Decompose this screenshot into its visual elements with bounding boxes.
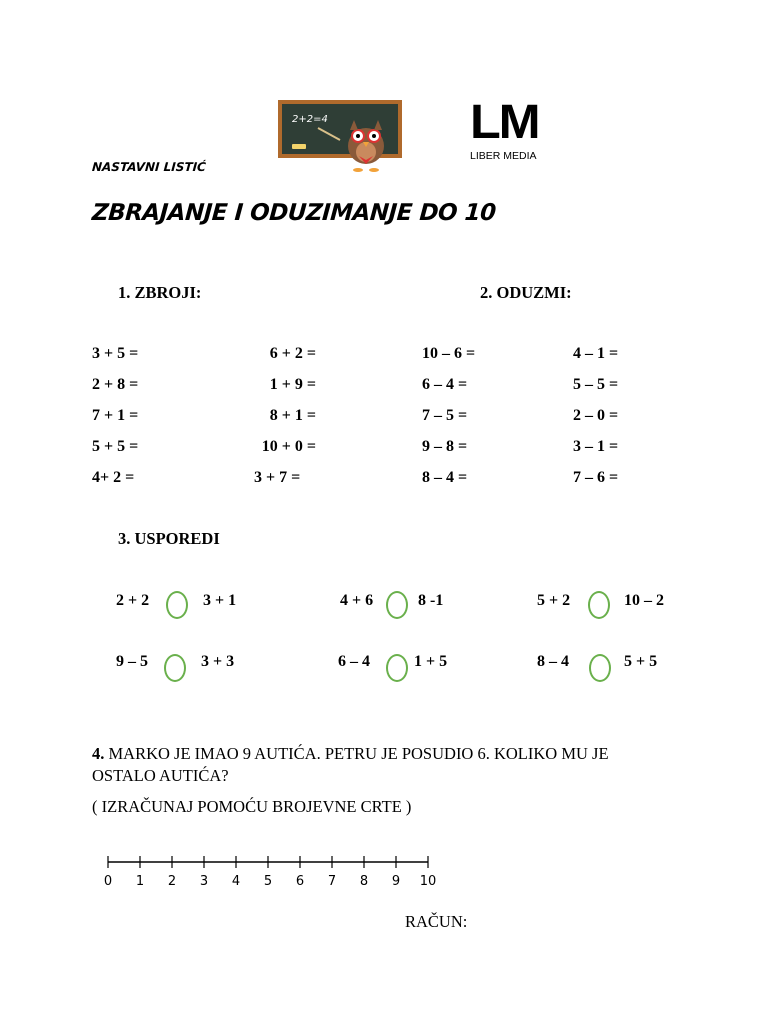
subtraction-task: 10 – 6 = — [422, 345, 476, 362]
section-2-heading: 2. ODUZMI: — [480, 283, 572, 302]
addition-task: 3 + 5 = — [92, 345, 139, 362]
number-line — [100, 846, 440, 892]
number-line-label: 7 — [327, 874, 337, 889]
number-line-label: 5 — [263, 874, 273, 889]
compare-answer-circle[interactable] — [589, 654, 611, 682]
subtraction-task: 2 – 0 = — [573, 407, 619, 424]
number-line-label: 4 — [231, 874, 241, 889]
word-problem-text: MARKO JE IMAO 9 AUTIĆA. PETRU JE POSUDIO 6. KOLIKO MU JE — [108, 744, 609, 763]
subtraction-task: 6 – 4 = — [422, 376, 468, 393]
answer-label: RAČUN: — [405, 912, 468, 931]
compare-left: 4 + 6 — [340, 592, 374, 609]
addition-column-2 — [254, 345, 316, 500]
compare-right: 3 + 3 — [201, 653, 235, 670]
subtraction-column-2 — [573, 345, 618, 500]
logo-name: LIBER MEDIA — [470, 150, 537, 162]
subtraction-task: 3 – 1 = — [573, 438, 619, 455]
subtraction-task: 5 – 5 = — [573, 376, 619, 393]
number-line-label: 2 — [167, 874, 177, 889]
addition-task: 8 + 1 = — [269, 407, 316, 424]
compare-answer-circle[interactable] — [386, 654, 408, 682]
compare-left: 8 – 4 — [537, 653, 569, 670]
word-problem-line-2: OSTALO AUTIĆA? — [92, 766, 229, 785]
number-line-label: 8 — [359, 874, 369, 889]
subtraction-task: 4 – 1 = — [573, 345, 619, 362]
compare-answer-circle[interactable] — [588, 591, 610, 619]
number-line-label: 0 — [103, 874, 113, 889]
number-line-label: 1 — [135, 874, 145, 889]
word-problem-hint: ( IZRAČUNAJ POMOĆU BROJEVNE CRTE ) — [92, 797, 412, 816]
number-line-label: 9 — [391, 874, 401, 889]
subtraction-column-1 — [422, 345, 475, 500]
addition-task: 7 + 1 = — [92, 407, 139, 424]
number-line-label: 6 — [295, 874, 305, 889]
addition-task: 10 + 0 = — [261, 438, 316, 455]
compare-answer-circle[interactable] — [164, 654, 186, 682]
addition-task: 5 + 5 = — [92, 438, 139, 455]
subtraction-task: 7 – 5 = — [422, 407, 468, 424]
worksheet-subtitle: NASTAVNI LISTIĆ — [91, 160, 207, 174]
compare-left: 2 + 2 — [116, 592, 150, 609]
subtraction-task: 8 – 4 = — [422, 469, 468, 486]
addition-task: 3 + 7 = — [254, 469, 301, 486]
addition-task: 4+ 2 = — [92, 469, 135, 486]
section-4-number: 4. — [92, 744, 105, 763]
addition-task: 1 + 9 = — [269, 376, 316, 393]
subtraction-task: 9 – 8 = — [422, 438, 468, 455]
compare-answer-circle[interactable] — [166, 591, 188, 619]
chalkboard-owl-illustration — [270, 98, 405, 174]
section-3-heading: 3. USPOREDI — [118, 529, 220, 548]
compare-left: 5 + 2 — [537, 592, 571, 609]
page-title: ZBRAJANJE I ODUZIMANJE DO 10 — [91, 200, 497, 226]
compare-right: 1 + 5 — [414, 653, 448, 670]
compare-right: 10 – 2 — [624, 592, 664, 609]
word-problem-line-1 — [92, 744, 609, 764]
addition-column-1 — [92, 345, 138, 500]
number-line-label: 3 — [199, 874, 209, 889]
number-line-label: 10 — [419, 874, 437, 889]
compare-left: 9 – 5 — [116, 653, 148, 670]
board-formula: 2+2=4 — [292, 114, 328, 125]
subtraction-task: 7 – 6 = — [573, 469, 619, 486]
section-1-heading: 1. ZBROJI: — [118, 283, 202, 302]
compare-right: 8 -1 — [418, 592, 444, 609]
logo-mark: LM — [470, 96, 539, 149]
compare-right: 3 + 1 — [203, 592, 237, 609]
compare-right: 5 + 5 — [624, 653, 658, 670]
addition-task: 2 + 8 = — [92, 376, 139, 393]
compare-left: 6 – 4 — [338, 653, 370, 670]
compare-answer-circle[interactable] — [386, 591, 408, 619]
liber-media-logo — [470, 96, 560, 168]
addition-task: 6 + 2 = — [269, 345, 316, 362]
